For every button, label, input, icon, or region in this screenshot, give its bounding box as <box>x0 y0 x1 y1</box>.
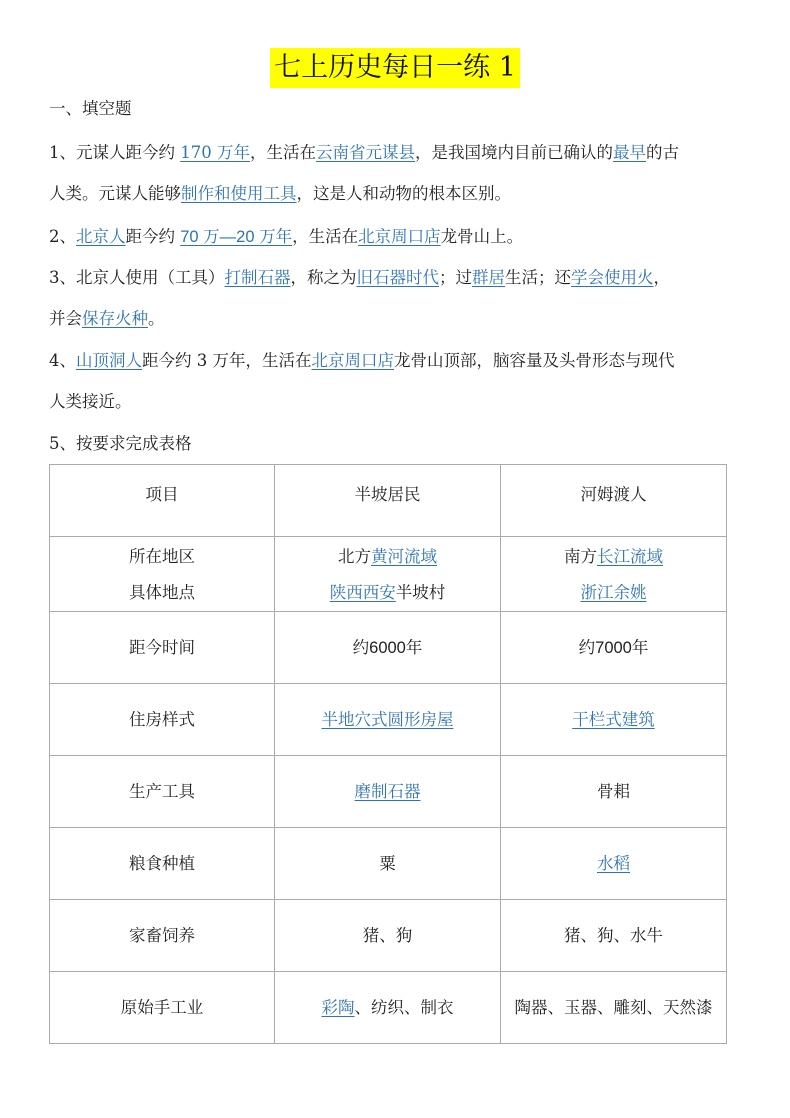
question-1-line-2 <box>49 183 511 205</box>
question-3-line-2 <box>49 308 165 330</box>
q2-text: 距今约 <box>125 227 181 246</box>
q3-text: 。 <box>148 309 165 328</box>
time-label: 距今时间 <box>50 612 275 684</box>
header-hemudu: 河姆渡人 <box>501 465 727 537</box>
q1-answer-location: 云南省元谋县 <box>316 143 415 162</box>
q2-answer-age: 70 万—20 万年 <box>180 228 293 246</box>
table-header-row <box>50 465 727 537</box>
q1-answer-age: 170 万年 <box>180 143 250 162</box>
question-4-line-2 <box>49 391 132 413</box>
q1-text: ，是我国境内目前已确认的 <box>415 143 613 162</box>
banpo-craft-suffix: 、纺织、制衣 <box>354 997 454 1017</box>
header-banpo: 半坡居民 <box>275 465 501 537</box>
section-heading: 一、填空题 <box>49 99 132 118</box>
house-label: 住房样式 <box>50 684 275 756</box>
q4-answer-name: 山顶洞人 <box>76 351 142 370</box>
banpo-region <box>275 539 500 575</box>
q2-text: 龙骨山上。 <box>440 227 524 246</box>
q1-answer-tools: 制作和使用工具 <box>181 184 297 203</box>
table-row <box>50 900 727 972</box>
q3-text: 并会 <box>49 309 82 328</box>
page-title: 七上历史每日一练 1 <box>270 48 520 88</box>
banpo-crop: 粟 <box>275 828 501 900</box>
question-3-line-1 <box>49 267 670 289</box>
q4-text: 人类接近。 <box>49 392 132 411</box>
banpo-region-prefix: 北方 <box>338 547 371 566</box>
q4-text: 距今约 3 万年，生活在 <box>142 351 312 370</box>
banpo-craft-answer: 彩陶 <box>321 997 355 1017</box>
q4-answer-location: 北京周口店 <box>311 351 394 370</box>
banpo-place-answer: 陕西西安 <box>329 583 396 602</box>
banpo-house: 半地穴式圆形房屋 <box>321 709 454 729</box>
table-row <box>50 828 727 900</box>
title-container <box>0 48 790 88</box>
q1-text: ，生活在 <box>250 143 316 162</box>
q3-answer-living: 群居 <box>472 268 505 287</box>
comparison-table <box>49 464 727 1044</box>
tool-label: 生产工具 <box>50 756 275 828</box>
table-row <box>50 972 727 1044</box>
q3-text: ， <box>653 268 670 287</box>
table-row <box>50 612 727 684</box>
livestock-label: 家畜饲养 <box>50 900 275 972</box>
q2-answer-location: 北京周口店 <box>358 227 441 246</box>
q2-text: 2、 <box>49 227 76 246</box>
question-5: 5、按要求完成表格 <box>49 434 192 453</box>
q3-answer-keep-fire: 保存火种 <box>82 309 148 328</box>
header-item: 项目 <box>50 465 275 537</box>
q1-answer-earliest: 最早 <box>613 143 646 162</box>
hemudu-place <box>501 575 726 611</box>
banpo-time: 约6000年 <box>275 612 501 684</box>
q1-text: 人类。元谋人能够 <box>49 184 181 203</box>
question-4-line-1 <box>49 350 675 372</box>
q1-text: ，这是人和动物的根本区别。 <box>296 184 511 203</box>
region-label-cell <box>50 537 275 612</box>
hemudu-time: 约7000年 <box>501 612 727 684</box>
q2-text: ，生活在 <box>292 227 359 246</box>
banpo-tool-cell <box>275 756 501 828</box>
q3-answer-era: 旧石器时代 <box>356 268 439 287</box>
hemudu-region <box>501 539 726 575</box>
hemudu-region-cell <box>501 537 727 612</box>
q3-answer-fire: 学会使用火 <box>571 268 654 287</box>
q3-answer-tool: 打制石器 <box>224 268 291 287</box>
hemudu-crop: 水稻 <box>597 853 630 873</box>
place-label: 具体地点 <box>129 583 195 602</box>
hemudu-house: 干栏式建筑 <box>572 709 655 729</box>
hemudu-region-prefix: 南方 <box>564 547 597 566</box>
banpo-livestock: 猪、狗 <box>275 900 501 972</box>
q4-text: 龙骨山顶部，脑容量及头骨形态与现代 <box>394 351 675 370</box>
banpo-place <box>275 575 500 611</box>
q1-text: 的古 <box>646 143 679 162</box>
table-row <box>50 684 727 756</box>
question-2 <box>49 226 523 248</box>
table-row <box>50 537 727 612</box>
banpo-place-suffix: 半坡村 <box>395 583 446 602</box>
q2-answer-name: 北京人 <box>76 227 126 246</box>
region-label: 所在地区 <box>129 547 195 566</box>
hemudu-region-answer: 长江流域 <box>597 547 663 566</box>
banpo-region-answer: 黄河流域 <box>371 547 437 566</box>
question-1-line-1 <box>49 142 679 164</box>
q1-text: 1、元谋人距今约 <box>49 143 181 162</box>
q3-text: ，称之为 <box>290 268 357 287</box>
hemudu-craft: 陶器、玉器、雕刻、天然漆 <box>501 972 727 1044</box>
hemudu-house-cell <box>501 684 727 756</box>
banpo-region-cell <box>275 537 501 612</box>
table-row <box>50 756 727 828</box>
hemudu-crop-cell <box>501 828 727 900</box>
banpo-house-cell <box>275 684 501 756</box>
crop-label: 粮食种植 <box>50 828 275 900</box>
craft-label: 原始手工业 <box>50 972 275 1044</box>
hemudu-livestock: 猪、狗、水牛 <box>501 900 727 972</box>
q3-text: ；过 <box>439 268 472 287</box>
q3-text: 生活；还 <box>505 268 571 287</box>
q4-text: 4、 <box>49 351 76 370</box>
hemudu-tool: 骨耜 <box>501 756 727 828</box>
hemudu-place-answer: 浙江余姚 <box>580 583 647 602</box>
q3-text: 3、北京人使用（工具） <box>49 268 225 287</box>
banpo-craft-cell <box>275 972 501 1044</box>
banpo-tool: 磨制石器 <box>354 781 421 801</box>
